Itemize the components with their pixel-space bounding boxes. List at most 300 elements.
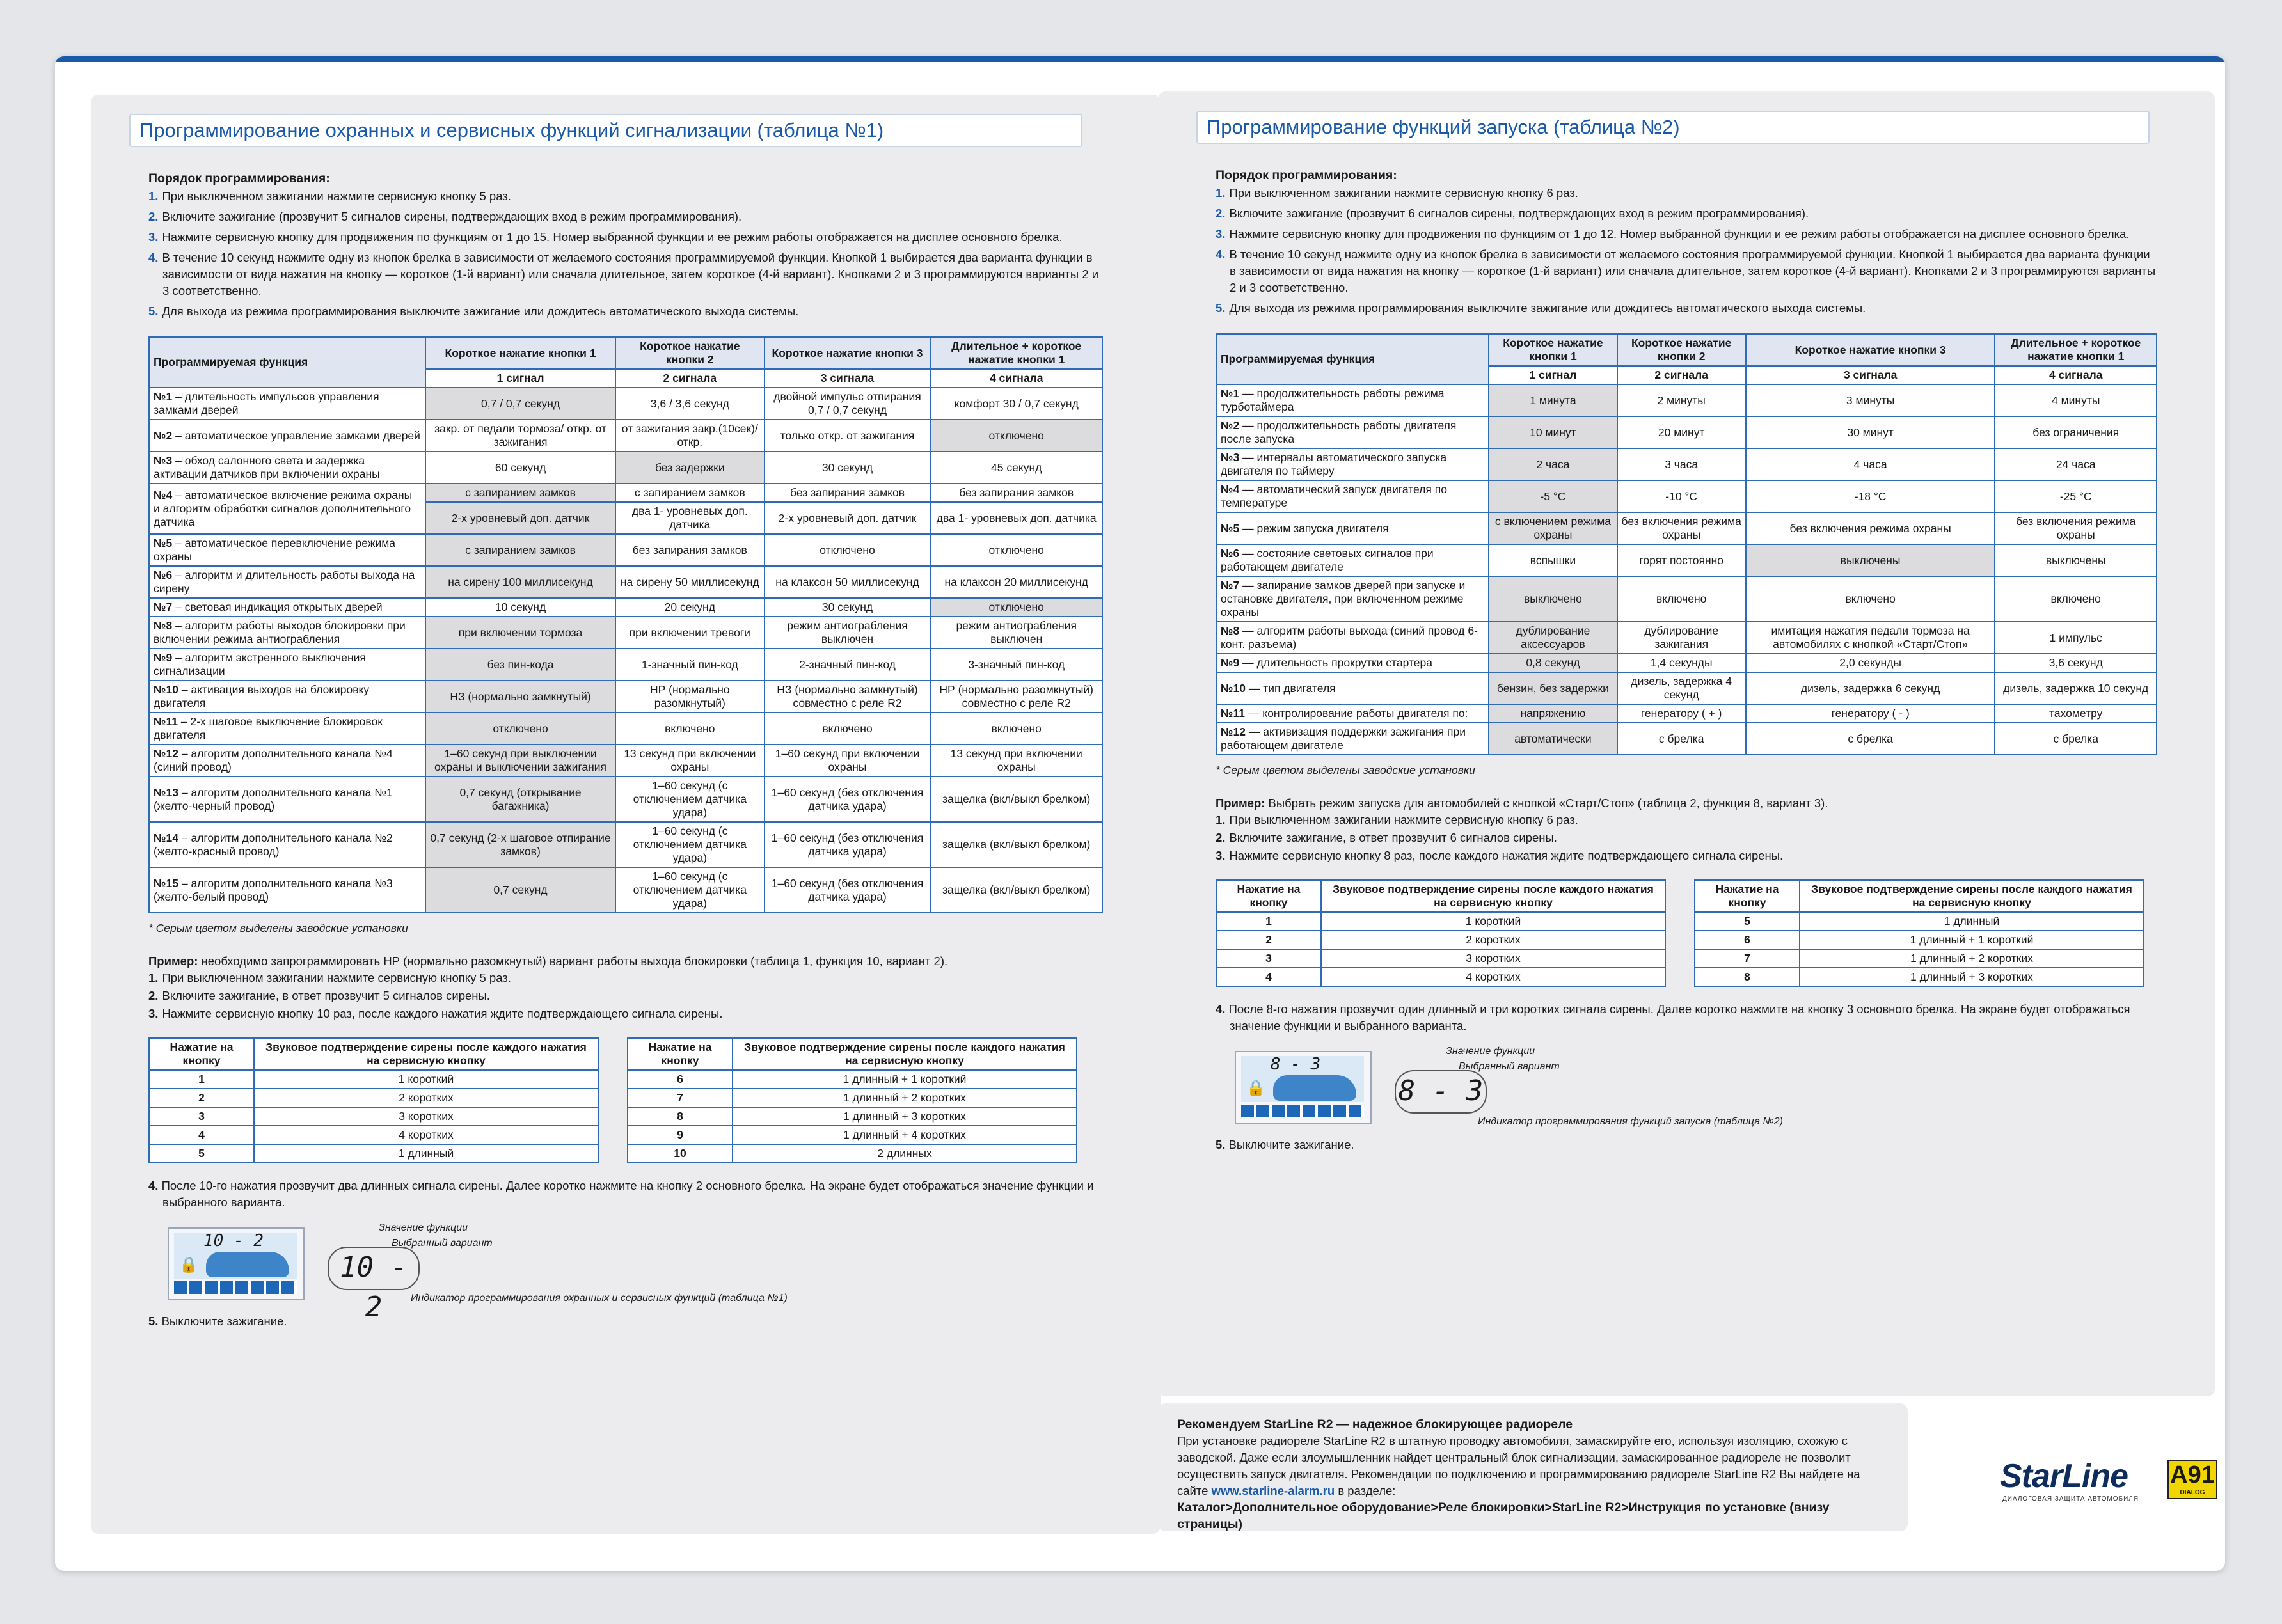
table-row: [1216, 544, 2157, 576]
step-number: 3.: [1216, 849, 1226, 862]
option-cell: выключены: [1746, 544, 1995, 576]
function-number: №7: [1221, 579, 1240, 592]
option-cell: 1 импульс: [1995, 622, 2157, 654]
option-cell: на сирену 100 миллисекунд: [425, 566, 615, 598]
option-cell: 13 секунд при включении охраны: [930, 745, 1102, 777]
step-number: 5.: [1216, 301, 1226, 315]
function-name-cell: [1216, 672, 1489, 704]
function-value-label: Значение функции: [1446, 1046, 1535, 1057]
panel-title: Программирование охранных и сервисных функций сигнализации (таблица №1): [129, 114, 1082, 147]
option-cell: 45 секунд: [930, 452, 1102, 484]
function-description: — активизация поддержки зажигания при работающем двигателе: [1221, 725, 1466, 752]
signal-table: [627, 1037, 1077, 1163]
button-column-header: Короткое нажатие кнопки 3: [765, 337, 931, 369]
table-row: [1216, 672, 2157, 704]
option-cell: без запирания замков: [930, 484, 1102, 502]
option-cell: 1–60 секунд (без отключения датчика удара): [765, 867, 931, 913]
function-number: №11: [154, 715, 178, 728]
option-cell: -10 °С: [1617, 480, 1746, 512]
function-description: – автоматическое перевключение режима охраны: [154, 537, 396, 563]
option-cell: напряжению: [1489, 704, 1617, 723]
example-label: Пример:: [148, 954, 198, 968]
table-row: [149, 420, 1102, 452]
option-cell: 1–60 секунд при включении охраны: [765, 745, 931, 777]
press-count: 5: [1695, 912, 1800, 931]
option-cell: НР (нормально разомкнутый) совместно с реле R2: [930, 681, 1102, 713]
function-name-cell: [149, 598, 425, 617]
indicator-label: Индикатор программирования функций запуска (таблица №2): [1478, 1116, 1783, 1127]
option-cell: с запиранием замков: [425, 484, 615, 502]
step-text: При выключенном зажигании нажмите сервисную кнопку 5 раз.: [162, 971, 511, 984]
step-number: 4.: [148, 251, 159, 264]
table-row: [1216, 704, 2157, 723]
step-number: 5.: [148, 304, 159, 318]
recommendation-box: [1158, 1403, 1908, 1531]
option-cell: защелка (вкл/выкл брелком): [930, 777, 1102, 822]
function-name-cell: [1216, 704, 1489, 723]
table-row: [149, 1089, 598, 1107]
step-number: 4.: [1216, 248, 1226, 261]
option-cell: дублирование аксессуаров: [1489, 622, 1617, 654]
table-row: [1695, 931, 2144, 949]
siren-signal: 1 длинный + 1 короткий: [733, 1070, 1077, 1089]
step-text: При выключенном зажигании нажмите сервисную кнопку 5 раз.: [162, 189, 511, 203]
table-header-row: [149, 337, 1102, 369]
press-header: Нажатие на кнопку: [1216, 880, 1321, 912]
table-row: [1216, 931, 1665, 949]
option-cell: двойной импульс отпирания 0,7 / 0,7 секунд: [765, 388, 931, 420]
function-number: №1: [1221, 387, 1240, 400]
option-cell: 0,8 секунд: [1489, 654, 1617, 672]
option-cell: с включением режима охраны: [1489, 512, 1617, 544]
press-count: 8: [1695, 968, 1800, 986]
example-steps: [1216, 812, 2157, 864]
option-cell: включено: [615, 713, 765, 745]
step-text: После 10-го нажатия прозвучит два длинных сигнала сирены. Далее коротко нажмите на кнопку 2 основного брелка. На экране будет отображаться значение функции и выбранного варианта.: [161, 1179, 1094, 1209]
step-text: Нажмите сервисную кнопку 10 раз, после каждого нажатия ждите подтверждающего сигнала сирены.: [162, 1007, 723, 1020]
key-fob-display: [1235, 1051, 1372, 1124]
programming-order-title: Порядок программирования:: [1216, 168, 1397, 182]
press-count: 10: [628, 1144, 733, 1163]
functions-table: [1216, 333, 2157, 755]
step-item: [1216, 1137, 2157, 1153]
step-number: 2.: [1216, 831, 1226, 844]
button-column-header: Короткое нажатие кнопки 2: [615, 337, 765, 369]
panel-title: Программирование функций запуска (таблица №2): [1196, 111, 2150, 144]
signal-header: 1 сигнал: [1489, 366, 1617, 384]
recommendation-text: При установке радиореле StarLine R2 в штатную проводку автомобиля, замаскируйте его, используя изоляцию, схожую с заводской. Даже если злоумышленник найдет центральный блок сигнализации, замаскированное радиореле не позволит осуществить запуск двигателя. Рекомендации по подключению и программированию радиореле StarLine R2 Вы найдете на сайте: [1177, 1434, 1860, 1497]
function-name-cell: [149, 452, 425, 484]
option-cell: отключено: [425, 713, 615, 745]
table-row: [1216, 968, 1665, 986]
step-item: [1216, 1001, 2157, 1034]
step-text: Включите зажигание, в ответ прозвучит 6 сигналов сирены.: [1229, 831, 1557, 844]
option-cell: включено: [1746, 576, 1995, 622]
function-description: — запирание замков дверей при запуске и остановке двигателя, при включенном режиме охраны: [1221, 579, 1466, 619]
option-cell: 3 минуты: [1746, 384, 1995, 416]
option-cell: выключены: [1995, 544, 2157, 576]
function-number: №4: [1221, 483, 1240, 496]
example-steps: [148, 970, 1103, 1022]
confirmation-header: Звуковое подтверждение сирены после каждого нажатия на сервисную кнопку: [1321, 880, 1665, 912]
step-number: 2.: [148, 210, 159, 223]
step-item: [148, 1313, 1103, 1330]
option-cell: без ограничения: [1995, 416, 2157, 448]
button-column-header: Короткое нажатие кнопки 2: [1617, 334, 1746, 366]
step-text: Включите зажигание (прозвучит 5 сигналов сирены, подтверждающих вход в режим программирования).: [162, 210, 742, 223]
table-row: [149, 534, 1102, 566]
lock-icon: 🔒: [1246, 1080, 1265, 1097]
display-illustration: [1216, 1045, 2157, 1134]
table-header-row: [1216, 334, 2157, 366]
siren-signal: 4 коротких: [254, 1126, 598, 1144]
function-number: №2: [1221, 419, 1240, 432]
option-cell: -25 °С: [1995, 480, 2157, 512]
table-row: [1695, 968, 2144, 986]
option-cell: дизель, задержка 6 секунд: [1746, 672, 1995, 704]
step-number: 1.: [1216, 813, 1226, 826]
function-number: №5: [154, 537, 173, 549]
option-cell: только откр. от зажигания: [765, 420, 931, 452]
function-column-header: Программируемая функция: [1216, 334, 1489, 384]
car-icon: [206, 1252, 289, 1277]
function-name-cell: [1216, 622, 1489, 654]
step-item: [1216, 830, 2157, 846]
option-cell: 2-х уровневый доп. датчик: [765, 502, 931, 534]
function-name-cell: [1216, 544, 1489, 576]
model-sub: DIALOG: [2180, 1489, 2205, 1496]
step-item: [148, 1178, 1103, 1211]
option-cell: НЗ (нормально замкнутый): [425, 681, 615, 713]
confirmation-header: Звуковое подтверждение сирены после каждого нажатия на сервисную кнопку: [1800, 880, 2144, 912]
function-name-cell: [1216, 512, 1489, 544]
step-item: [1216, 812, 2157, 828]
step-text: Нажмите сервисную кнопку 8 раз, после каждого нажатия ждите подтверждающего сигнала сирены.: [1229, 849, 1784, 862]
table-row: [628, 1107, 1077, 1126]
option-cell: горят постоянно: [1617, 544, 1746, 576]
table-header-row: [1695, 880, 2144, 912]
function-number: №15: [154, 876, 178, 890]
option-cell: комфорт 30 / 0,7 секунд: [930, 388, 1102, 420]
table-row: [1216, 576, 2157, 622]
function-description: — тип двигателя: [1245, 681, 1336, 695]
function-name-cell: [1216, 654, 1489, 672]
option-cell: тахометру: [1995, 704, 2157, 723]
function-description: – алгоритм экстренного выключения сигнализации: [154, 651, 366, 677]
option-cell: без запирания замков: [615, 534, 765, 566]
option-cell: режим антиограбления выключен: [930, 617, 1102, 649]
programming-steps: [148, 188, 1103, 320]
press-count: 1: [149, 1070, 254, 1089]
fob-screen: [174, 1233, 297, 1279]
start-functions-panel: [1158, 91, 2215, 1396]
signal-header: 3 сигнала: [765, 369, 931, 388]
function-number: №14: [154, 831, 178, 844]
press-count: 4: [1216, 968, 1321, 986]
table-row: [149, 598, 1102, 617]
selected-variant-label: Выбранный вариант: [1459, 1061, 1560, 1072]
fob-screen-value: 10 - 2: [203, 1231, 264, 1250]
function-number: №6: [1221, 547, 1240, 560]
option-cell: 0,7 секунд (открывание багажника): [425, 777, 615, 822]
function-column-header: Программируемая функция: [149, 337, 425, 388]
option-cell: 0,7 секунд: [425, 867, 615, 913]
option-cell: 24 часа: [1995, 448, 2157, 480]
lcd-readout: 10 - 2: [328, 1247, 420, 1290]
function-name-cell: [149, 649, 425, 681]
step-text: Выключите зажигание.: [1228, 1138, 1354, 1151]
function-number: №5: [1221, 521, 1240, 535]
step-text: Для выхода из режима программирования выключите зажигание или дождитесь автоматического выхода системы.: [1229, 301, 1866, 315]
siren-signal: 1 длинный + 3 коротких: [1800, 968, 2144, 986]
option-cell: 1-значный пин-код: [615, 649, 765, 681]
signal-header: 1 сигнал: [425, 369, 615, 388]
brochure-sheet: [55, 56, 2225, 1571]
function-description: – активация выходов на блокировку двигателя: [154, 683, 370, 709]
site-link[interactable]: www.starline-alarm.ru: [1211, 1484, 1335, 1497]
signal-tables: [1216, 865, 2157, 987]
siren-signal: 2 длинных: [733, 1144, 1077, 1163]
option-cell: с брелка: [1995, 723, 2157, 755]
option-cell: 1–60 секунд (с отключением датчика удара): [615, 867, 765, 913]
step-item: [1216, 246, 2157, 296]
functions-table: [148, 336, 1103, 913]
option-cell: при включении тормоза: [425, 617, 615, 649]
function-description: – алгоритм дополнительного канала №1 (желто-черный провод): [154, 785, 393, 812]
step-text: Нажмите сервисную кнопку для продвижения по функциям от 1 до 15. Номер выбранной функции и ее режим работы отображается на дисплее основного брелка.: [162, 230, 1063, 244]
function-description: – автоматическое управление замками дверей: [172, 429, 420, 442]
option-cell: 2-значный пин-код: [765, 649, 931, 681]
function-name-cell: [149, 388, 425, 420]
signal-header: 3 сигнала: [1746, 366, 1995, 384]
button-column-header: Длительное + короткое нажатие кнопки 1: [930, 337, 1102, 369]
step-item: [1216, 205, 2157, 222]
function-name-cell: [1216, 448, 1489, 480]
option-cell: с запиранием замков: [615, 484, 765, 502]
function-name-cell: [149, 713, 425, 745]
table-row: [628, 1144, 1077, 1163]
function-description: – длительность импульсов управления замками дверей: [154, 390, 379, 416]
function-name-cell: [149, 745, 425, 777]
catalog-path: Каталог>Дополнительное оборудование>Реле блокировки>StarLine R2>Инструкция по установке (внизу страницы): [1177, 1501, 1830, 1531]
press-count: 4: [149, 1126, 254, 1144]
option-cell: на клаксон 50 миллисекунд: [765, 566, 931, 598]
step-item: [1216, 185, 2157, 201]
table-row: [1216, 654, 2157, 672]
step-item: [148, 249, 1103, 299]
table-row: [1216, 448, 2157, 480]
option-cell: -18 °С: [1746, 480, 1995, 512]
status-icons-row: [1241, 1105, 1364, 1117]
lock-icon: 🔒: [179, 1256, 198, 1273]
function-description: — автоматический запуск двигателя по температуре: [1221, 483, 1447, 509]
siren-signal: 1 длинный: [1800, 912, 2144, 931]
button-column-header: Длительное + короткое нажатие кнопки 1: [1995, 334, 2157, 366]
function-description: – алгоритм дополнительного канала №3 (желто-белый провод): [154, 876, 393, 903]
function-name-cell: [149, 822, 425, 867]
table-header-row: [149, 1038, 598, 1070]
button-column-header: Короткое нажатие кнопки 1: [425, 337, 615, 369]
table-row: [149, 484, 1102, 502]
option-cell: защелка (вкл/выкл брелком): [930, 822, 1102, 867]
press-count: 7: [1695, 949, 1800, 968]
option-cell: 1–60 секунд (с отключением датчика удара): [615, 822, 765, 867]
function-description: — длительность прокрутки стартера: [1239, 656, 1432, 669]
table-row: [149, 617, 1102, 649]
status-icons-row: [174, 1281, 297, 1294]
option-cell: 3 часа: [1617, 448, 1746, 480]
function-number: №13: [154, 785, 178, 799]
car-icon: [1273, 1075, 1356, 1101]
confirmation-header: Звуковое подтверждение сирены после каждого нажатия на сервисную кнопку: [254, 1038, 598, 1070]
table-row: [149, 452, 1102, 484]
step-number: 4.: [1216, 1002, 1229, 1016]
option-cell: 2-х уровневый доп. датчик: [425, 502, 615, 534]
press-header: Нажатие на кнопку: [628, 1038, 733, 1070]
function-name-cell: [149, 617, 425, 649]
model-badge: [2167, 1460, 2217, 1499]
press-count: 6: [628, 1070, 733, 1089]
siren-signal: 1 короткий: [1321, 912, 1665, 931]
siren-signal: 1 длинный + 3 коротких: [733, 1107, 1077, 1126]
step-number: 3.: [1216, 227, 1226, 240]
option-cell: 2 минуты: [1617, 384, 1746, 416]
option-cell: отключено: [930, 534, 1102, 566]
step-text: После 8-го нажатия прозвучит один длинный и три коротких сигнала сирены. Далее коротко нажмите на кнопку 3 основного брелка. На экране будет отображаться значение функции и выбранного варианта.: [1228, 1002, 2130, 1032]
option-cell: 0,7 / 0,7 секунд: [425, 388, 615, 420]
option-cell: 1–60 секунд (без отключения датчика удара): [765, 822, 931, 867]
step-text: Для выхода из режима программирования выключите зажигание или дождитесь автоматического выхода системы.: [162, 304, 799, 318]
press-count: 1: [1216, 912, 1321, 931]
signal-table: [148, 1037, 599, 1163]
option-cell: включено: [1995, 576, 2157, 622]
table-row: [149, 867, 1102, 913]
table-header-row: [1216, 880, 1665, 912]
step-text: Выключите зажигание.: [161, 1314, 287, 1328]
siren-signal: 1 длинный + 4 коротких: [733, 1126, 1077, 1144]
function-number: №11: [1221, 707, 1246, 720]
function-name-cell: [1216, 576, 1489, 622]
function-name-cell: [149, 420, 425, 452]
option-cell: 2,0 секунды: [1746, 654, 1995, 672]
siren-signal: 1 длинный + 2 коротких: [1800, 949, 2144, 968]
option-cell: на клаксон 20 миллисекунд: [930, 566, 1102, 598]
step-number: 4.: [148, 1179, 162, 1192]
option-cell: генератору ( + ): [1617, 704, 1746, 723]
function-number: №9: [154, 651, 173, 664]
table-row: [1216, 384, 2157, 416]
option-cell: 0,7 секунд (2-х шаговое отпирание замков): [425, 822, 615, 867]
table-row: [1216, 416, 2157, 448]
option-cell: без включения режима охраны: [1617, 512, 1746, 544]
option-cell: выключено: [1489, 576, 1617, 622]
function-description: – обход салонного света и задержка активации датчиков при включении охраны: [154, 454, 380, 480]
press-count: 2: [1216, 931, 1321, 949]
option-cell: дизель, задержка 10 секунд: [1995, 672, 2157, 704]
function-description: — контролирование работы двигателя по:: [1245, 707, 1468, 720]
option-cell: отключено: [930, 420, 1102, 452]
step-item: [148, 1005, 1103, 1022]
factory-settings-note: * Серым цветом выделены заводские установки: [148, 922, 408, 934]
example-label: Пример:: [1216, 796, 1265, 810]
option-cell: без пин-кода: [425, 649, 615, 681]
function-description: – алгоритм работы выходов блокировки при включении режима антиограбления: [154, 619, 406, 645]
option-cell: режим антиограбления выключен: [765, 617, 931, 649]
selected-variant-label: Выбранный вариант: [392, 1238, 493, 1249]
table-row: [1216, 480, 2157, 512]
option-cell: на сирену 50 миллисекунд: [615, 566, 765, 598]
signal-header: 2 сигнала: [1617, 366, 1746, 384]
step-item: [148, 970, 1103, 986]
function-name-cell: [149, 534, 425, 566]
option-cell: 13 секунд при включении охраны: [615, 745, 765, 777]
function-number: №3: [1221, 451, 1240, 464]
function-description: – световая индикация открытых дверей: [172, 601, 383, 613]
step-item: [1216, 847, 2157, 864]
step-text: Нажмите сервисную кнопку для продвижения по функциям от 1 до 12. Номер выбранной функции и ее режим работы отображается на дисплее основного брелка.: [1229, 227, 2130, 240]
step-text: При выключенном зажигании нажмите сервисную кнопку 6 раз.: [1229, 813, 1578, 826]
button-column-header: Короткое нажатие кнопки 1: [1489, 334, 1617, 366]
function-description: — продолжительность работы режима турботаймера: [1221, 387, 1445, 413]
function-name-cell: [1216, 416, 1489, 448]
option-cell: 1–60 секунд при выключении охраны и выключении зажигания: [425, 745, 615, 777]
option-cell: 20 секунд: [615, 598, 765, 617]
option-cell: 10 минут: [1489, 416, 1617, 448]
function-name-cell: [149, 777, 425, 822]
press-header: Нажатие на кнопку: [149, 1038, 254, 1070]
brand-tagline: ДИАЛОГОВАЯ ЗАЩИТА АВТОМОБИЛЯ: [2002, 1495, 2139, 1502]
option-cell: 30 секунд: [765, 452, 931, 484]
option-cell: 10 секунд: [425, 598, 615, 617]
panel-content: [148, 170, 1103, 1330]
function-name-cell: [1216, 723, 1489, 755]
step-item: [148, 988, 1103, 1004]
table-row: [149, 388, 1102, 420]
option-cell: без включения режима охраны: [1746, 512, 1995, 544]
step-number: 2.: [1216, 207, 1226, 220]
step-text: При выключенном зажигании нажмите сервисную кнопку 6 раз.: [1229, 186, 1578, 200]
option-cell: бензин, без задержки: [1489, 672, 1617, 704]
step-number: 1.: [148, 189, 159, 203]
function-name-cell: [149, 681, 425, 713]
option-cell: с запиранием замков: [425, 534, 615, 566]
table-row: [149, 1144, 598, 1163]
press-count: 3: [149, 1107, 254, 1126]
option-cell: 1,4 секунды: [1617, 654, 1746, 672]
option-cell: 3-значный пин-код: [930, 649, 1102, 681]
option-cell: от зажигания закр.(10сек)/ откр.: [615, 420, 765, 452]
recommendation-after: в разделе:: [1335, 1484, 1396, 1497]
programming-steps: [1216, 185, 2157, 317]
function-name-cell: [1216, 480, 1489, 512]
step-item: [148, 209, 1103, 225]
signal-header: 4 сигнала: [930, 369, 1102, 388]
function-description: — продолжительность работы двигателя после запуска: [1221, 419, 1457, 445]
option-cell: 1 минута: [1489, 384, 1617, 416]
recommendation-title: Рекомендуем StarLine R2 — надежное блокирующее радиореле: [1177, 1417, 1573, 1431]
step-text: В течение 10 секунд нажмите одну из кнопок брелка в зависимости от желаемого состояния программируемой функции. Кнопкой 1 выбирается два варианта функции в зависимости от вида нажатия на кнопку — короткое (1-й вариант) или сначала длительное, затем короткое (4-й вариант). Кнопками 2 и 3 программируются варианты 2 и 3 соответственно.: [162, 251, 1099, 297]
option-cell: без задержки: [615, 452, 765, 484]
example-block: [1216, 795, 2157, 812]
table-row: [149, 1070, 598, 1089]
siren-signal: 1 длинный: [254, 1144, 598, 1163]
table-row: [1216, 912, 1665, 931]
table-row: [149, 649, 1102, 681]
function-number: №10: [1221, 681, 1246, 695]
step-number: 5.: [148, 1314, 162, 1328]
press-count: 6: [1695, 931, 1800, 949]
function-number: №1: [154, 390, 173, 403]
